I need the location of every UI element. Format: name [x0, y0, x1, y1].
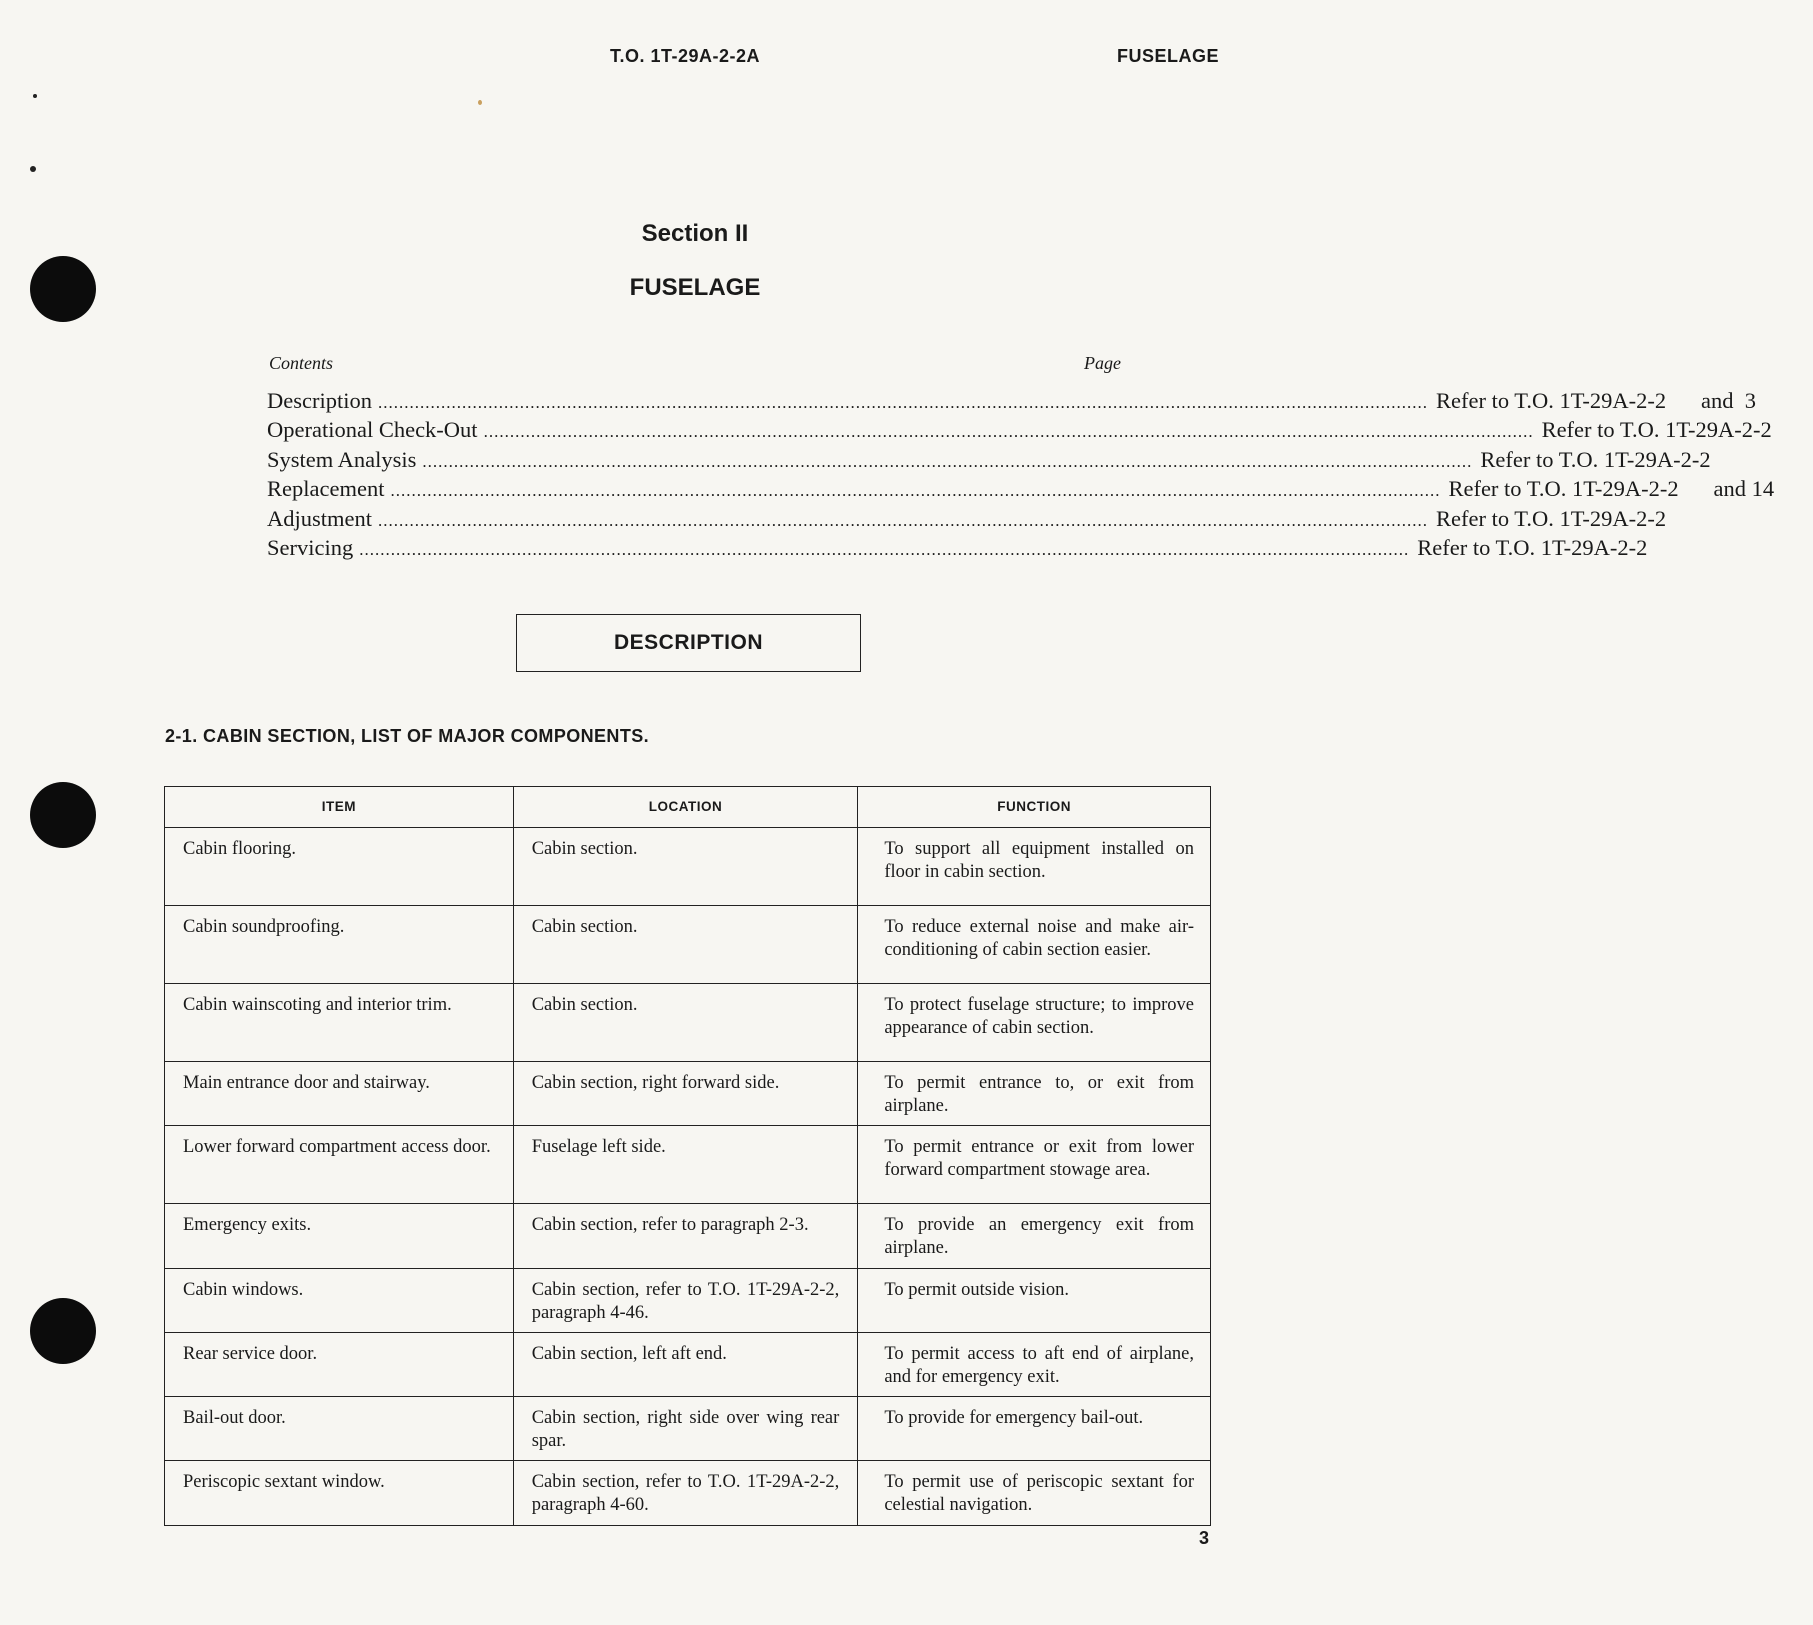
contents-entry-reference: Refer to T.O. 1T-29A-2-2 [1448, 476, 1679, 502]
contents-entry [267, 505, 1667, 535]
contents-entry-page: and 3 [1700, 388, 1756, 413]
cell-function: To permit entrance to, or exit from airplane. [858, 1062, 1211, 1126]
cell-location: Cabin section, refer to T.O. 1T-29A-2-2, paragraph 4-60. [513, 1461, 858, 1525]
binder-hole-middle [30, 782, 96, 848]
contents-entry-reference: Refer to T.O. 1T-29A-2-2 [1436, 505, 1667, 531]
cell-function: To permit access to aft end of airplane, and for emergency exit. [858, 1332, 1211, 1396]
section-number: Section II [641, 220, 749, 247]
page-heading: Page [1084, 353, 1121, 373]
cell-location: Cabin section, refer to T.O. 1T-29A-2-2, paragraph 4-46. [513, 1268, 858, 1332]
table-row [165, 1126, 1211, 1204]
cell-function: To permit entrance or exit from lower forward compartment stowage area. [858, 1126, 1211, 1204]
contents-entry [267, 388, 1756, 417]
column-header-function: FUNCTION [858, 787, 1211, 828]
page-number: 3 [1198, 1528, 1209, 1548]
cell-function: To permit use of periscopic sextant for celestial navigation. [858, 1461, 1211, 1525]
cell-function: To protect fuselage structure; to improve appearance of cabin section. [858, 984, 1211, 1062]
contents-entry-page: and 14 [1713, 476, 1775, 502]
to-number: T.O. 1T-29A-2-2A [610, 46, 761, 66]
table-row [165, 1461, 1211, 1525]
table-row [165, 828, 1211, 906]
table-row [165, 1062, 1211, 1126]
table-row [165, 1268, 1211, 1332]
cell-item: Cabin flooring. [165, 828, 514, 906]
table-row [165, 984, 1211, 1062]
cell-function: To provide for emergency bail-out. [858, 1397, 1211, 1461]
cell-location: Cabin section, refer to paragraph 2-3. [513, 1204, 858, 1268]
cell-function: To permit outside vision. [858, 1268, 1211, 1332]
contents-entry [267, 417, 1772, 446]
cell-item: Main entrance door and stairway. [165, 1062, 514, 1126]
contents-entry [267, 476, 1775, 505]
contents-entry-name: System Analysis [267, 446, 417, 472]
cell-item: Bail-out door. [165, 1397, 514, 1461]
scan-speck [30, 166, 36, 172]
cell-location: Cabin section. [513, 984, 858, 1062]
scan-speck [478, 100, 482, 105]
contents-entry-name: Operational Check-Out [267, 417, 478, 443]
cell-location: Cabin section. [513, 906, 858, 984]
contents-entry-reference: Refer to T.O. 1T-29A-2-2 [1417, 534, 1648, 560]
binder-hole-bottom [30, 1298, 96, 1364]
table-row [165, 906, 1211, 984]
contents-entry-reference: Refer to T.O. 1T-29A-2-2 [1541, 417, 1772, 443]
table-row [165, 1332, 1211, 1396]
leader-dots: ........................................................................................................................................................................................................ [359, 539, 1410, 559]
cell-function: To reduce external noise and make air-conditioning of cabin section easier. [858, 906, 1211, 984]
scan-speck [33, 94, 37, 98]
column-header-location: LOCATION [513, 787, 858, 828]
description-banner: DESCRIPTION [516, 614, 861, 672]
cell-location: Cabin section. [513, 828, 858, 906]
contents-entry-name: Adjustment [267, 505, 372, 531]
cell-item: Rear service door. [165, 1332, 514, 1396]
contents-entry [267, 534, 1648, 564]
table-header-row [165, 787, 1211, 828]
cell-location: Cabin section, left aft end. [513, 1332, 858, 1396]
cell-location: Cabin section, right forward side. [513, 1062, 858, 1126]
table-row [165, 1204, 1211, 1268]
leader-dots: ........................................................................................................................................................................................................ [422, 451, 1473, 471]
cell-location: Cabin section, right side over wing rear spar. [513, 1397, 858, 1461]
contents-entry-name: Servicing [267, 534, 354, 560]
cell-item: Cabin soundproofing. [165, 906, 514, 984]
components-table [164, 786, 1211, 1526]
contents-list [267, 388, 1775, 564]
contents-entry-reference: Refer to T.O. 1T-29A-2-2 [1480, 446, 1711, 472]
contents-entry [267, 446, 1711, 476]
cell-item: Emergency exits. [165, 1204, 514, 1268]
cell-item: Periscopic sextant window. [165, 1461, 514, 1525]
column-header-item: ITEM [165, 787, 514, 828]
cell-location: Fuselage left side. [513, 1126, 858, 1204]
leader-dots: ........................................................................................................................................................................................................ [483, 422, 1534, 442]
table-row [165, 1397, 1211, 1461]
contents-heading: Contents [269, 353, 334, 373]
cell-function: To support all equipment installed on floor in cabin section. [858, 828, 1211, 906]
cell-item: Cabin windows. [165, 1268, 514, 1332]
leader-dots: ........................................................................................................................................................................................................ [377, 393, 1428, 412]
leader-dots: ........................................................................................................................................................................................................ [390, 481, 1441, 501]
contents-entry-reference: Refer to T.O. 1T-29A-2-2 [1435, 388, 1667, 413]
contents-entry-name: Description [267, 388, 372, 413]
header-section-label: FUSELAGE [1116, 46, 1219, 66]
cell-item: Cabin wainscoting and interior trim. [165, 984, 514, 1062]
contents-entry-name: Replacement [267, 476, 385, 502]
cell-item: Lower forward compartment access door. [165, 1126, 514, 1204]
paragraph-title: 2-1. CABIN SECTION, LIST OF MAJOR COMPONENTS. [165, 726, 650, 746]
section-title: FUSELAGE [629, 274, 761, 301]
leader-dots: ........................................................................................................................................................................................................ [378, 510, 1428, 530]
cell-function: To provide an emergency exit from airplane. [858, 1204, 1211, 1268]
